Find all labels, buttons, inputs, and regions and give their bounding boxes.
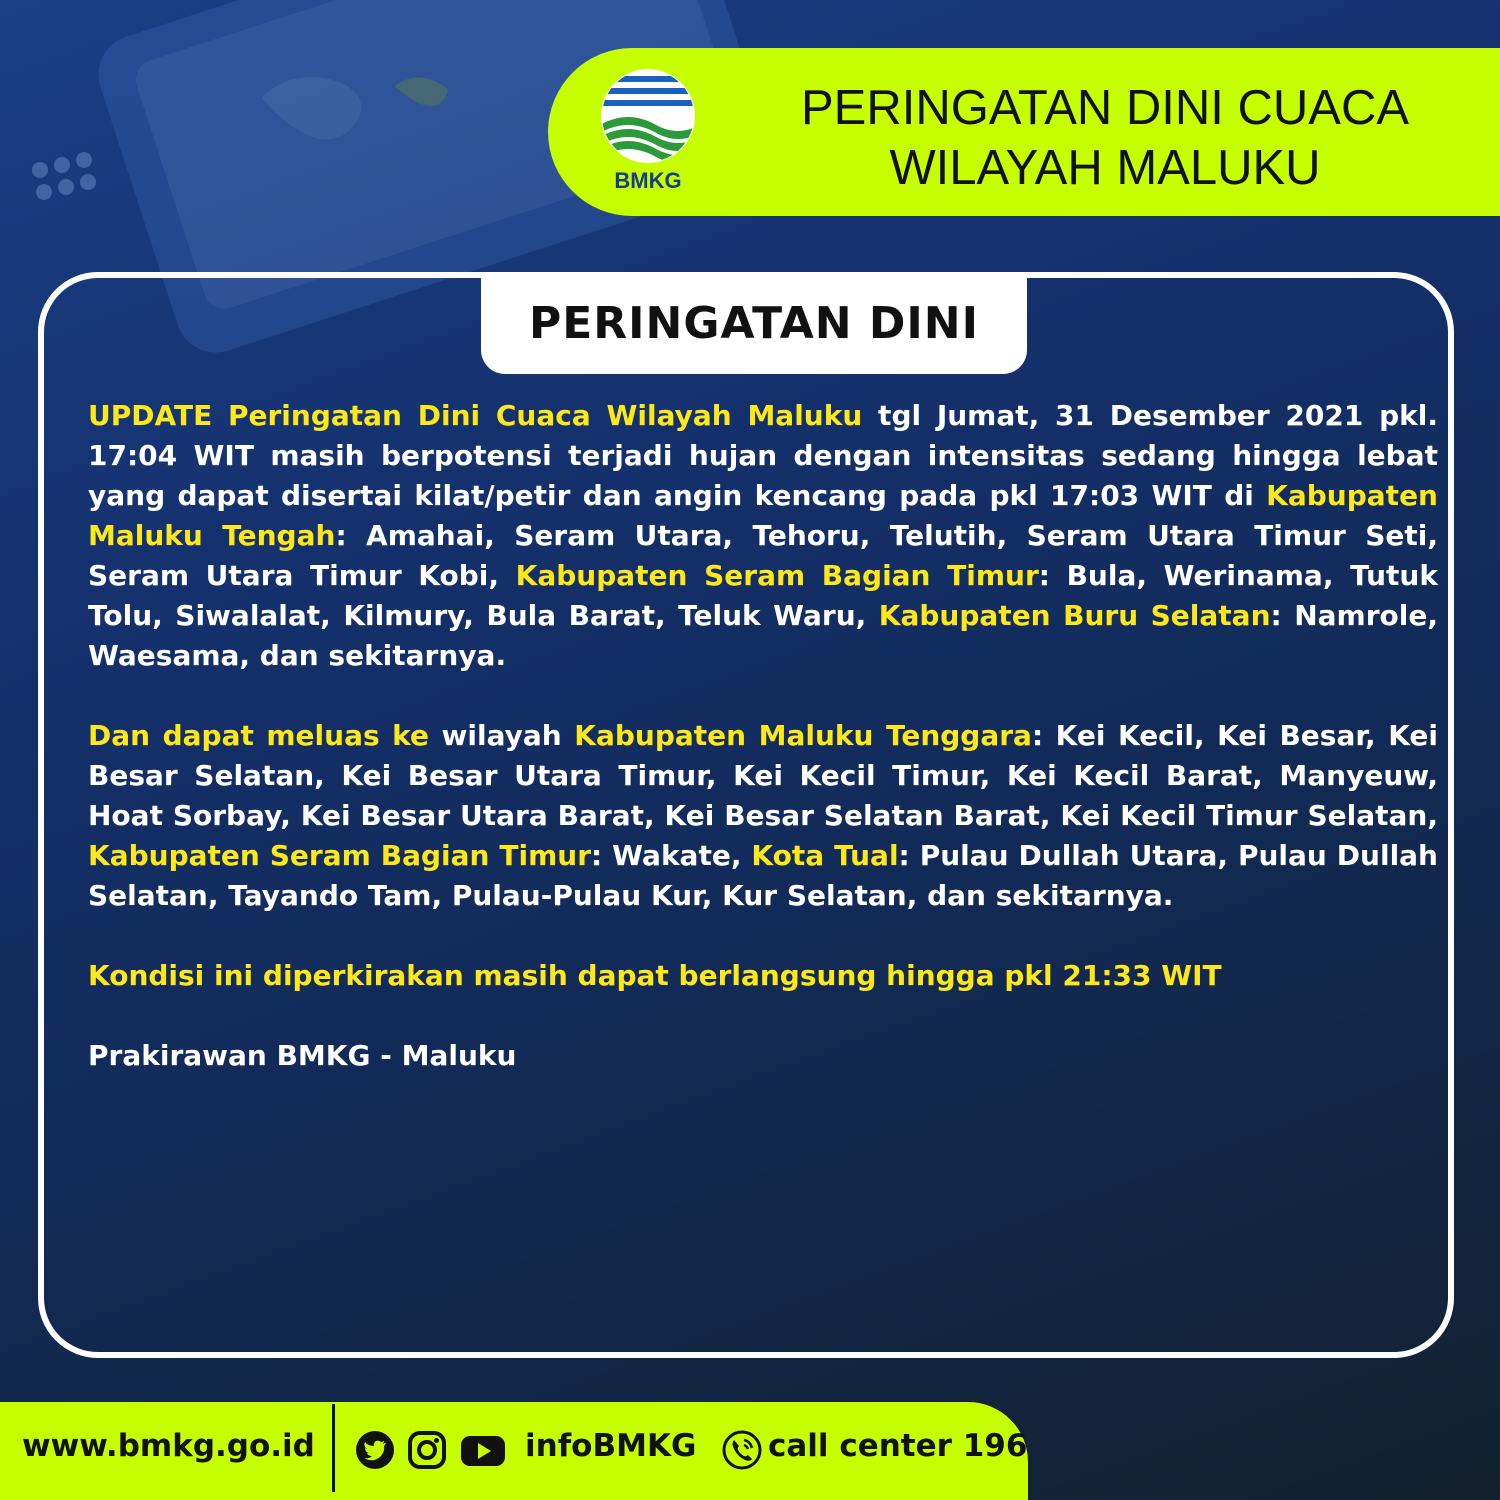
highlight-text: Kabupaten Maluku Tenggara	[574, 719, 1032, 752]
bmkg-logo	[598, 66, 698, 194]
website-link[interactable]: www.bmkg.go.id	[22, 1428, 315, 1464]
highlight-text: UPDATE Peringatan Dini Cuaca Wilayah Maluku	[88, 399, 863, 432]
highlight-text: Kabupaten Seram Bagian Timur	[515, 559, 1039, 592]
body-text: : Kei Kecil, Kei Besar, Kei Besar Selatan, Kei Besar Utara Timur, Kei Kecil Timur, Kei Kecil Barat, Manyeuw, Hoat Sorbay, Kei Besar Utara Barat, Kei Besar Selatan Barat, Kei Kecil Timur Selatan,	[88, 719, 1438, 832]
title-line-1: PERINGATAN DINI CUACA	[800, 81, 1410, 135]
highlight-text: Kabupaten Maluku Tengah	[88, 479, 1438, 552]
instagram-icon[interactable]	[407, 1430, 447, 1470]
twitter-icon[interactable]	[355, 1430, 395, 1470]
title-line-2: WILAYAH MALUKU	[889, 141, 1321, 195]
body-text: : Amahai, Seram Utara, Tehoru, Telutih, Seram Utara Timur Seti, Seram Utara Timur Kobi,	[88, 519, 1438, 592]
body-text: : Wakate,	[591, 839, 752, 872]
call-center[interactable]: call center 196	[768, 1428, 1028, 1464]
body-text: wilayah	[429, 719, 575, 752]
page-title	[760, 78, 1450, 198]
body-text: : Namrole, Waesama, dan sekitarnya.	[88, 599, 1438, 672]
logo-text: BMKG	[614, 168, 682, 193]
body-text: : Pulau Dullah Utara, Pulau Dullah Selatan, Tayando Tam, Pulau-Pulau Kur, Kur Selatan, dan sekitarnya.	[88, 839, 1438, 912]
highlight-text: Kabupaten Seram Bagian Timur	[88, 839, 592, 872]
social-handle[interactable]: infoBMKG	[525, 1428, 697, 1464]
duration-note: Kondisi ini diperkirakan masih dapat berlangsung hingga pkl 21:33 WIT	[88, 959, 1222, 992]
highlight-text: Kabupaten Buru Selatan	[878, 599, 1271, 632]
warning-paragraph-2	[88, 716, 1438, 916]
panel-title: PERINGATAN DINI	[528, 297, 979, 349]
warning-paragraph-1	[88, 396, 1438, 676]
warning-content	[88, 396, 1438, 1076]
highlight-text: Kota Tual	[751, 839, 899, 872]
phone-icon	[722, 1430, 762, 1470]
footer-divider	[332, 1404, 335, 1492]
body-text: tgl Jumat, 31 Desember 2021 pkl. 17:04 WIT masih berpotensi terjadi hujan dengan intensitas sedang hingga lebat yang dapat disertai kilat/petir dan angin kencang pada pkl 17:03 WIT di	[88, 399, 1439, 512]
highlight-text: Dan dapat meluas ke	[88, 719, 430, 752]
body-text: : Bula, Werinama, Tutuk Tolu, Siwalalat, Kilmury, Bula Barat, Teluk Waru,	[88, 559, 1438, 632]
youtube-icon[interactable]	[460, 1430, 506, 1470]
forecaster-signature: Prakirawan BMKG - Maluku	[88, 1039, 517, 1072]
panel-tab	[481, 272, 1027, 374]
